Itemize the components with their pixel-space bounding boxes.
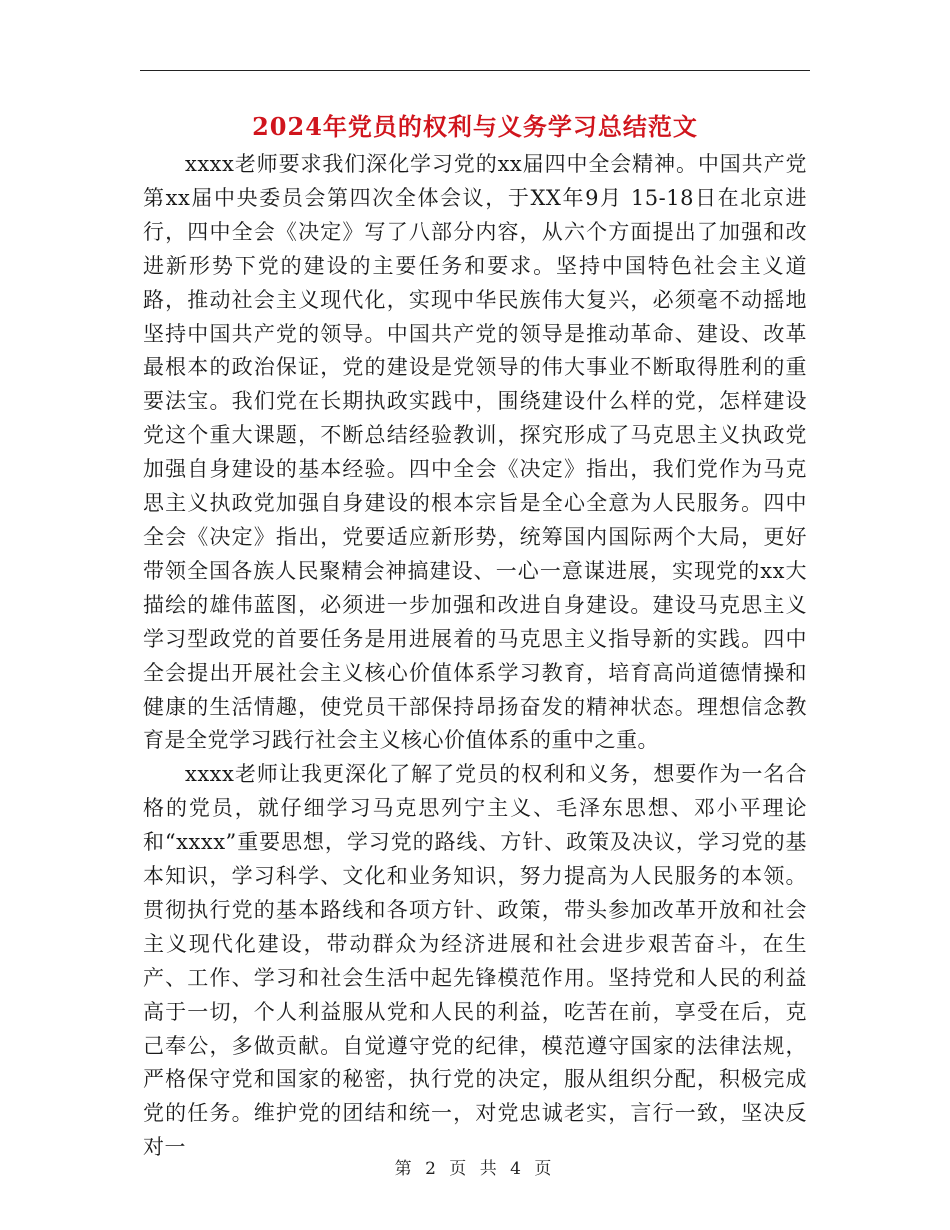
- document-title: 2024年党员的权利与义务学习总结范文: [252, 112, 698, 141]
- paragraph-1: xxxx老师要求我们深化学习党的xx届四中全会精神。中国共产党第xx届中央委员会第四次全体会议，于XX年9月 15-18日在北京进行，四中全会《决定》写了八部分内容，从六个方面提出了加强和改进新形势下党的建设的主要任务和要求。坚持中国特色社会主义道路，推动社会主义现代化，实现中华民族伟大复兴，必须毫不动摇地坚持中国共产党的领导。中国共产党的领导是推动革命、建设、改革最根本的政治保证，党的建设是党领导的伟大事业不断取得胜利的重要法宝。我们党在长期执政实践中，围绕建设什么样的党，怎样建设党这个重大课题，不断总结经验教训，探究形成了马克思主义执政党加强自身建设的基本经验。四中全会《决定》指出，我们党作为马克思主义执政党加强自身建设的根本宗旨是全心全意为人民服务。四中全会《决定》指出，党要适应新形势，统筹国内国际两个大局，更好带领全国各族人民聚精会神搞建设、一心一意谋进展，实现党的xx大描绘的雄伟蓝图，必须进一步加强和改进自身建设。建设马克思主义学习型政党的首要任务是用进展着的马克思主义指导新的实践。四中全会提出开展社会主义核心价值体系学习教育，培育高尚道德情操和健康的生活情趣，使党员干部保持昂扬奋发的精神状态。理想信念教育是全党学习践行社会主义核心价值体系的重中之重。: [143, 152, 807, 753]
- paragraph-2: xxxx老师让我更深化了解了党员的权利和义务，想要作为一名合格的党员，就仔细学习马克思列宁主义、毛泽东思想、邓小平理论和“xxxx”重要思想，学习党的路线、方针、政策及决议，学习党的基本知识，学习科学、文化和业务知识，努力提高为人民服务的本领。贯彻执行党的基本路线和各项方针、政策，带头参加改革开放和社会主义现代化建设，带动群众为经济进展和社会进步艰苦奋斗，在生产、工作、学习和社会生活中起先锋模范作用。坚持党和人民的利益高于一切，个人利益服从党和人民的利益，吃苦在前，享受在后，克己奉公，多做贡献。自觉遵守党的纪律，模范遵守国家的法律法规，严格保守党和国家的秘密，执行党的决定，服从组织分配，积极完成党的任务。维护党的团结和统一，对党忠诚老实，言行一致，坚决反对一: [143, 762, 807, 1160]
- page-number: 第 2 页 共 4 页: [394, 1159, 556, 1179]
- document-body: [143, 148, 807, 1165]
- header-rule: [140, 70, 810, 71]
